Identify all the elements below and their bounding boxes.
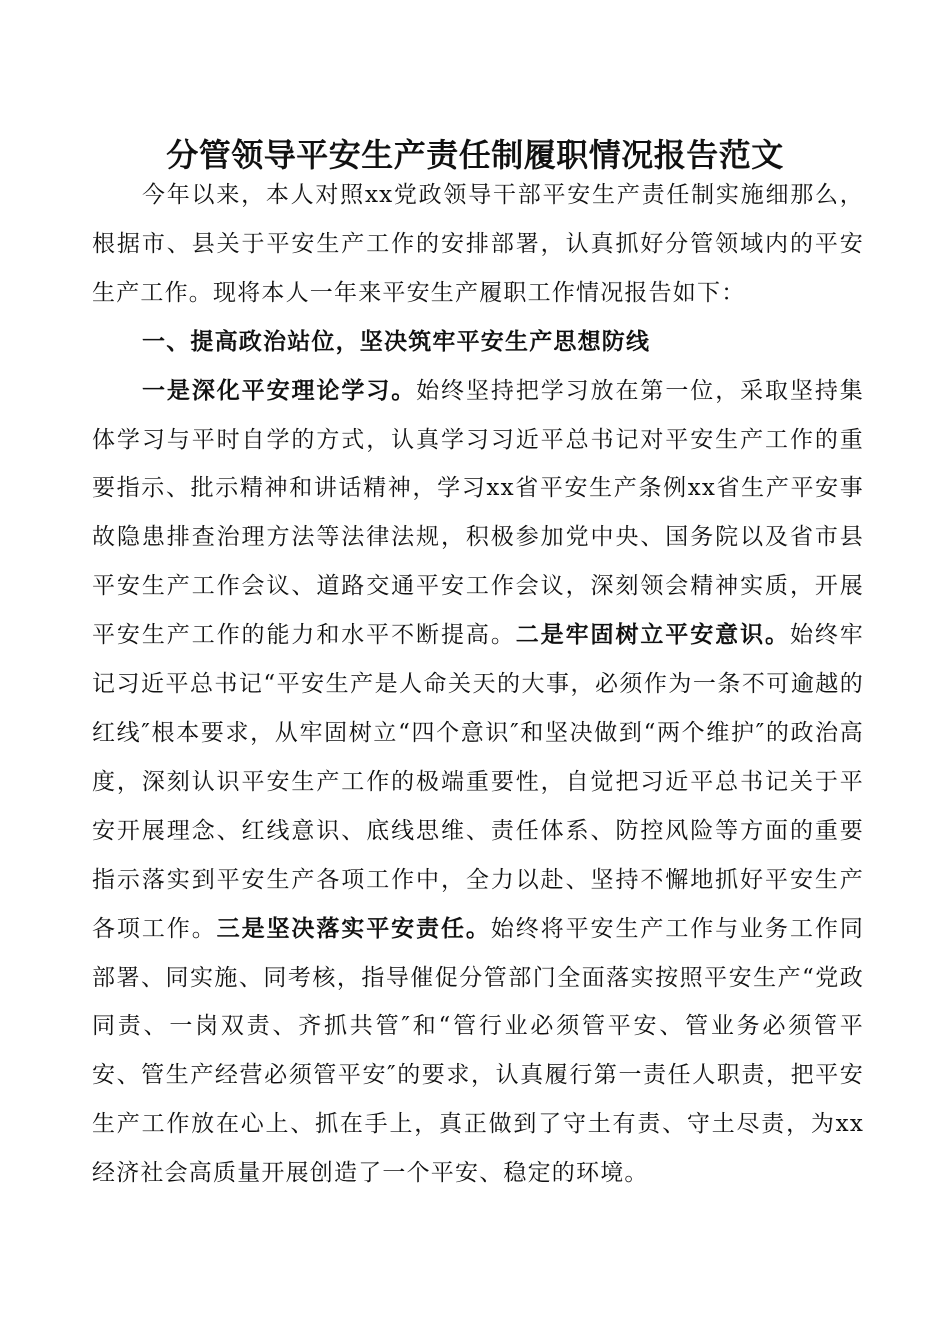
- point-3-text: 始终将平安生产工作与业务工作同部署、同实施、同考核，指导催促分管部门全面落实按照平安生产“党政同责、一岗双责、齐抓共管″和“管行业必须管平安、管业务必须管平安、管生产经营必须管平安″的要求，认真履行第一责任人职责，把平安生产工作放在心上、抓在手上，真正做到了守土有责、守土尽责，为xx经济社会高质量开展创造了一个平安、稳定的环境。: [92, 915, 865, 1187]
- point-1-text: 始终坚持把学习放在第一位，采取坚持集体学习与平时自学的方式，认真学习习近平总书记对平安生产工作的重要指示、批示精神和讲话精神，学习xx省平安生产条例xx省生产平安事故隐患排查治理方法等法律法规，积极参加党中央、国务院以及省市县平安生产工作会议、道路交通平安工作会议，深刻领会精神实质，开展平安生产工作的能力和水平不断提高。: [92, 377, 864, 649]
- point-3-lead: 三是坚决落实平安责任。: [216, 915, 491, 942]
- point-1-lead: 一是深化平安理论学习。: [142, 377, 417, 404]
- intro-paragraph: 今年以来，本人对照xx党政领导干部平安生产责任制实施细那么，根据市、县关于平安生产工作的安排部署，认真抓好分管领域内的平安生产工作。现将本人一年来平安生产履职工作情况报告如下：: [92, 182, 864, 306]
- section-paragraph: [92, 367, 864, 1198]
- section-heading: 一、提高政治站位，坚决筑牢平安生产思想防线: [142, 328, 651, 355]
- document-body: [92, 171, 864, 1198]
- point-2-lead: 二是牢固树立平安意识。: [515, 622, 790, 649]
- document-title: 分管领导平安生产责任制履职情况报告范文: [166, 136, 784, 175]
- point-2-text: 始终牢记习近平总书记“平安生产是人命关天的大事，必须作为一条不可逾越的红线″根本要求，从牢固树立“四个意识″和坚决做到“两个维护″的政治高度，深刻认识平安生产工作的极端重要性，自觉把习近平总书记关于平安开展理念、红线意识、底线思维、责任体系、防控风险等方面的重要指示落实到平安生产各项工作中，全力以赴、坚持不懈地抓好平安生产各项工作。: [92, 622, 864, 942]
